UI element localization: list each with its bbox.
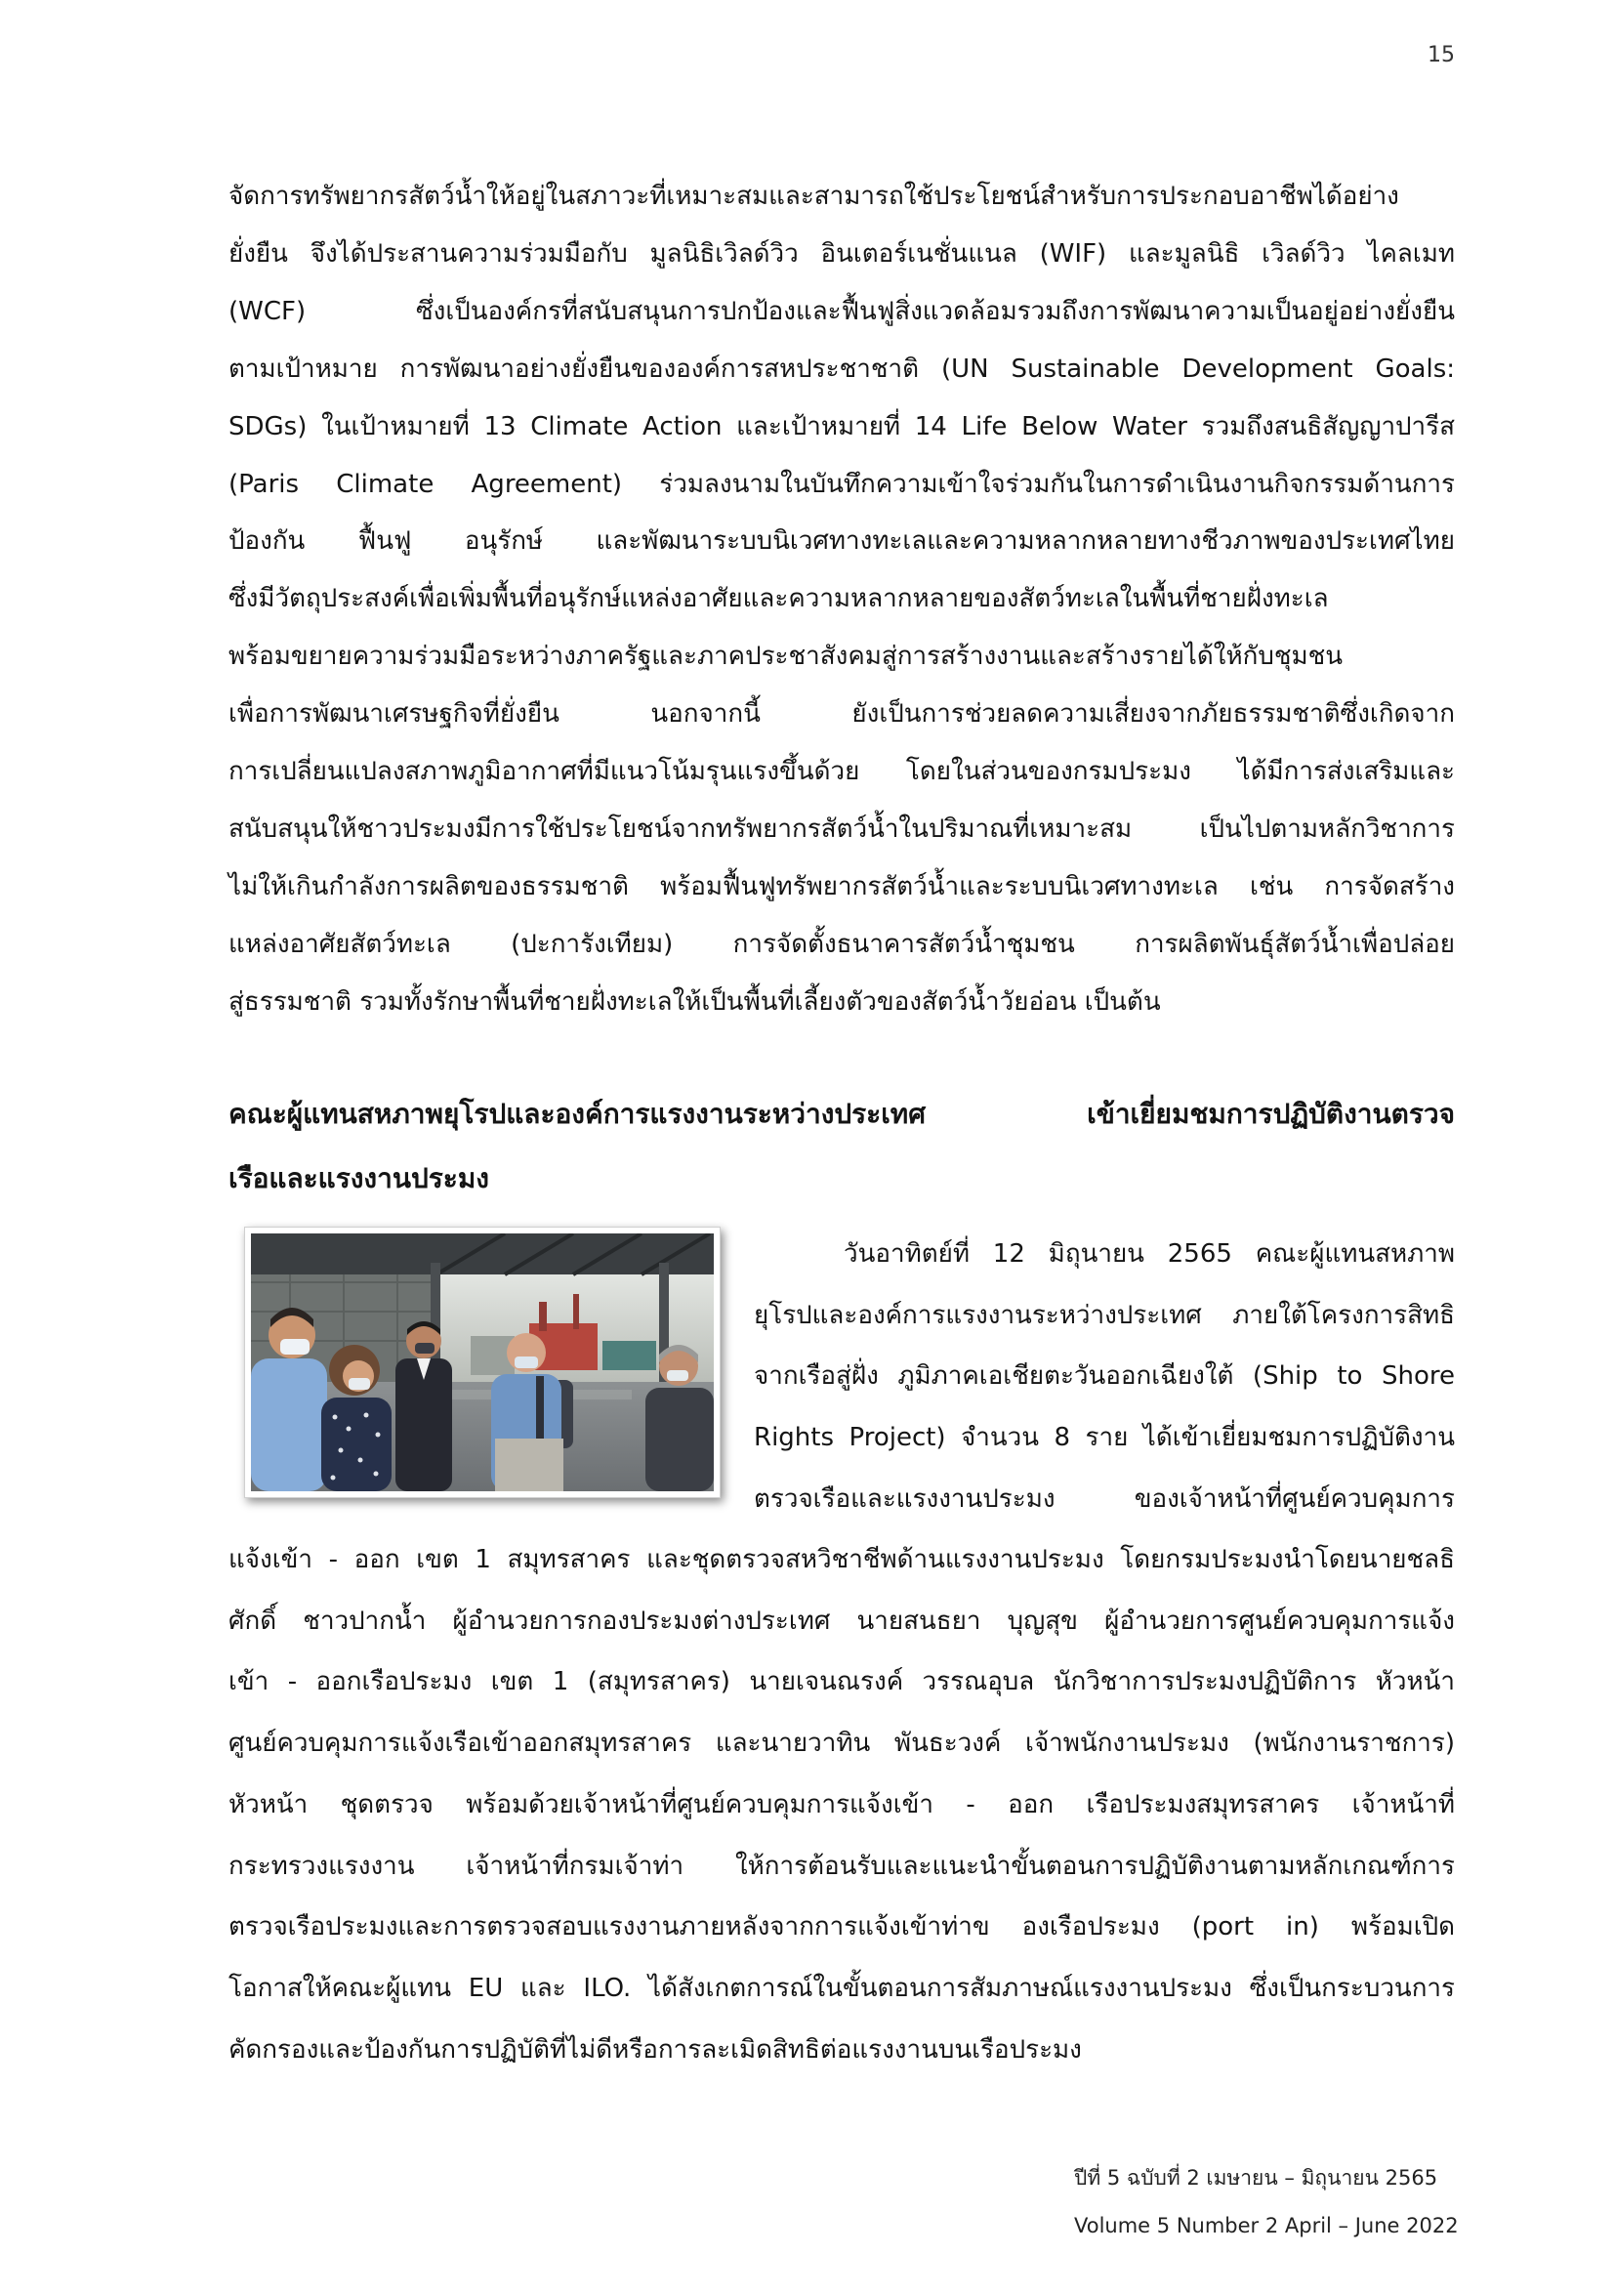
paragraph-line: (WCF) ซึ่งเป็นองค์กรที่สนับสนุนการปกป้องและฟื้นฟูสิ่งแวดล้อมรวมถึงการพัฒนาความเป็นอยู่อย่างยั่งยืน [228, 296, 1455, 326]
heading-line: คณะผู้แทนสหภาพยุโรปและองค์การแรงงานระหว่างประเทศ เข้าเยี่ยมชมการปฏิบัติงานตรวจ [228, 1098, 1455, 1130]
paragraph-line: ศูนย์ควบคุมการแจ้งเรือเข้าออกสมุทรสาคร และนายวาทิน พันธะวงค์ เจ้าพนักงานประมง (พนักงานราชการ) [228, 1729, 1455, 1759]
issue-info-english: Volume 5 Number 2 April – June 2022 [1074, 2214, 1459, 2237]
issue-footer [1074, 2154, 1504, 2250]
paragraph-line: ตรวจเรือและแรงงานประมง ของเจ้าหน้าที่ศูนย์ควบคุมการ [754, 1483, 1455, 1514]
paragraph-line: กระทรวงแรงงาน เจ้าหน้าที่กรมเจ้าท่า ให้การต้อนรับและแนะนำขั้นตอนการปฏิบัติงานตามหลักเกณฑ์การ [228, 1851, 1455, 1881]
paragraph-line: ป้องกัน ฟื้นฟู อนุรักษ์ และพัฒนาระบบนิเวศทางทะเลและความหลากหลายทางชีวภาพของประเทศไทย [228, 526, 1455, 557]
body-paragraph-continued [228, 1529, 1455, 2080]
photo-frame [244, 1227, 721, 1498]
paragraph-line: SDGs) ในเป้าหมายที่ 13 Climate Action และเป้าหมายที่ 14 Life Below Water รวมถึงสนธิสัญญาปารีส [228, 411, 1455, 441]
paragraph-line: การเปลี่ยนแปลงสภาพภูมิอากาศที่มีแนวโน้มรุนแรงขึ้นด้วย โดยในส่วนของกรมประมง ได้มีการส่งเสริมและ [228, 757, 1455, 787]
paragraph-line: สนับสนุนให้ชาวประมงมีการใช้ประโยชน์จากทรัพยากรสัตว์น้ำในปริมาณที่เหมาะสม เป็นไปตามหลักวิชาการ [228, 814, 1455, 844]
paragraph-line: สู่ธรรมชาติ รวมทั้งรักษาพื้นที่ชายฝั่งทะเลให้เป็นพื้นที่เลี้ยงตัวของสัตว์น้ำวัยอ่อน เป็นต้น [228, 986, 1161, 1017]
body-paragraph [228, 168, 1455, 1031]
paragraph-line: จากเรือสู่ฝั่ง ภูมิภาคเอเชียตะวันออกเฉียงใต้ (Ship to Shore [754, 1361, 1455, 1392]
paragraph-line: แจ้งเข้า - ออก เขต 1 สมุทรสาคร และชุดตรวจสหวิชาชีพด้านแรงงานประมง โดยกรมประมงนำโดยนายชลธิ [228, 1545, 1455, 1574]
paragraph-line: เข้า - ออกเรือประมง เขต 1 (สมุทรสาคร) นายเจนณรงค์ วรรณอุบล นักวิชาการประมงปฏิบัติการ หัวหน้า [228, 1667, 1455, 1697]
paragraph-line: ตามเป้าหมาย การพัฒนาอย่างยั่งยืนขององค์การสหประชาชาติ (UN Sustainable Development Goals: [228, 354, 1455, 384]
heading-line: เรือและแรงงานประมง [228, 1162, 489, 1194]
paragraph-line: โอกาสให้คณะผู้แทน EU และ ILO. ได้สังเกตการณ์ในขั้นตอนการสัมภาษณ์แรงงานประมง ซึ่งเป็นกระบวนการ [228, 1973, 1455, 2003]
paragraph-line: จัดการทรัพยากรสัตว์น้ำให้อยู่ในสภาวะที่เหมาะสมและสามารถใช้ประโยชน์สำหรับการประกอบอาชีพได้อย่าง [228, 182, 1399, 211]
paragraph-line: ยุโรปและองค์การแรงงานระหว่างประเทศ ภายใต้โครงการสิทธิ [754, 1300, 1455, 1330]
paragraph-line: เพื่อการพัฒนาเศรษฐกิจที่ยั่งยืน นอกจากนี้ ยังเป็นการช่วยลดความเสี่ยงจากภัยธรรมชาติซึ่งเกิดจาก [228, 699, 1455, 730]
paragraph-line: พร้อมขยายความร่วมมือระหว่างภาครัฐและภาคประชาสังคมสู่การสร้างงานและสร้างรายได้ให้กับชุมชน [228, 642, 1344, 672]
section-heading [228, 1082, 1455, 1211]
paragraph-line: ยั่งยืน จึงได้ประสานความร่วมมือกับ มูลนิธิเวิลด์วิว อินเตอร์เนชั่นแนล (WIF) และมูลนิธิ เวิลด์วิว ไคลเมท [228, 238, 1455, 269]
paragraph-line: แหล่งอาศัยสัตว์ทะเล (ปะการังเทียม) การจัดตั้งธนาคารสัตว์น้ำชุมชน การผลิตพันธุ์สัตว์น้ำเพื่อปล่อย [228, 929, 1455, 959]
issue-info-thai: ปีที่ 5 ฉบับที่ 2 เมษายน – มิถุนายน 2565 [1074, 2166, 1438, 2190]
paragraph-line: ไม่ให้เกินกำลังการผลิตของธรรมชาติ พร้อมฟื้นฟูทรัพยากรสัตว์น้ำและระบบนิเวศทางทะเล เช่น การจัดสร้าง [228, 871, 1455, 901]
photo-image [251, 1233, 714, 1491]
paragraph-line: หัวหน้า ชุดตรวจ พร้อมด้วยเจ้าหน้าที่ศูนย์ควบคุมการแจ้งเข้า - ออก เรือประมงสมุทรสาคร เจ้าหน้าที่ [228, 1789, 1455, 1819]
paragraph-line: ตรวจเรือประมงและการตรวจสอบแรงงานภายหลังจากการแจ้งเข้าท่าข องเรือประมง (port in) พร้อมเปิด [228, 1912, 1455, 1942]
paragraph-line: ซึ่งมีวัตถุประสงค์เพื่อเพิ่มพื้นที่อนุรักษ์แหล่งอาศัยและความหลากหลายของสัตว์ทะเลในพื้นที่ชายฝั่งทะเล [228, 584, 1329, 614]
paragraph-line: (Paris Climate Agreement) ร่วมลงนามในบันทึกความเข้าใจร่วมกันในการดำเนินงานกิจกรรมด้านการ [228, 469, 1455, 499]
paragraph-line: คัดกรองและป้องกันการปฏิบัติที่ไม่ดีหรือการละเมิดสิทธิต่อแรงงานบนเรือประมง [228, 2034, 1082, 2065]
paragraph-line: Rights Project) จำนวน 8 ราย ได้เข้าเยี่ยมชมการปฏิบัติงาน [754, 1423, 1455, 1453]
paragraph-line: วันอาทิตย์ที่ 12 มิถุนายน 2565 คณะผู้แทนสหภาพ [844, 1239, 1455, 1269]
paragraph-line: ศักดิ์ ชาวปากน้ำ ผู้อำนวยการกองประมงต่างประเทศ นายสนธยา บุญสุข ผู้อำนวยการศูนย์ควบคุมการแจ้ง [228, 1606, 1455, 1636]
page-number: 15 [1428, 43, 1455, 67]
body-paragraph [754, 1224, 1455, 1530]
